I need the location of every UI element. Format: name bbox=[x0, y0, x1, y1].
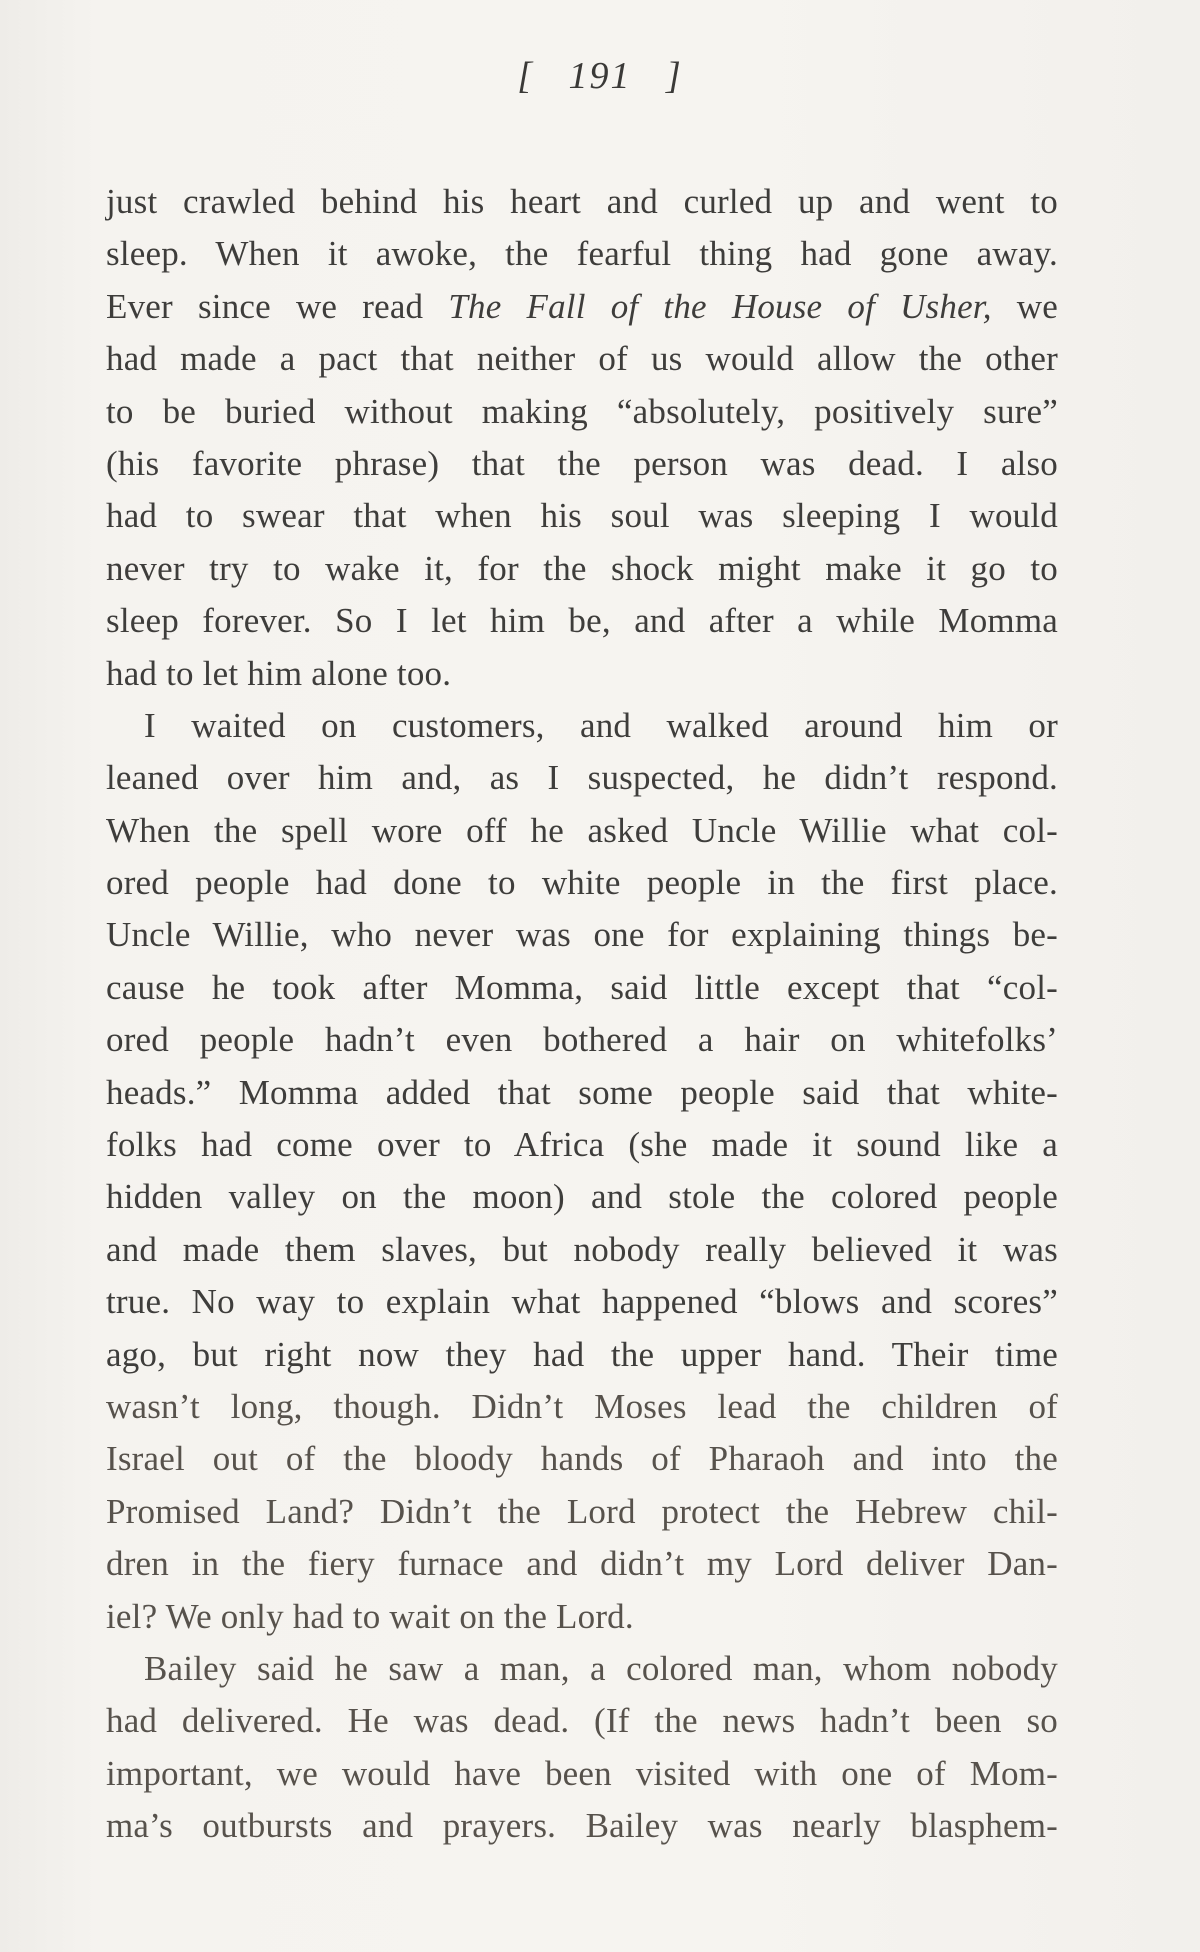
text-line: ago, but right now they had the upper hand. Their time bbox=[106, 1334, 1058, 1374]
text-line: ored people hadn’t even bothered a hair on whitefolks’ bbox=[106, 1020, 1058, 1060]
page-number: [ 191 ] bbox=[517, 55, 683, 97]
text-line: had to swear that when his soul was sleeping I would bbox=[106, 496, 1058, 536]
body-text bbox=[106, 176, 1058, 1853]
text-line: iel? We only had to wait on the Lord. bbox=[106, 1596, 634, 1636]
text-line: wasn’t long, though. Didn’t Moses lead the children of bbox=[106, 1386, 1058, 1426]
text-line: Bailey said he saw a man, a colored man, whom nobody bbox=[144, 1648, 1058, 1688]
text-line: sleep forever. So I let him be, and after a while Momma bbox=[106, 601, 1058, 641]
text-line: folks had come over to Africa (she made it sound like a bbox=[106, 1125, 1058, 1165]
book-title-italic: The Fall of the House of Usher, bbox=[448, 286, 992, 326]
text-line: ored people had done to white people in the first place. bbox=[106, 863, 1058, 903]
text-line: Uncle Willie, who never was one for explaining things be- bbox=[106, 915, 1058, 955]
text-line: had to let him alone too. bbox=[106, 653, 452, 693]
text-line: When the spell wore off he asked Uncle Willie what col- bbox=[106, 810, 1058, 850]
text-line: had made a pact that neither of us would allow the other bbox=[106, 339, 1058, 379]
text-line-with-title bbox=[106, 281, 1058, 333]
text-line: true. No way to explain what happened “blows and scores” bbox=[106, 1282, 1058, 1322]
text-line: sleep. When it awoke, the fearful thing had gone away. bbox=[106, 234, 1058, 274]
text-line: I waited on customers, and walked around him or bbox=[144, 705, 1058, 745]
text-line: Promised Land? Didn’t the Lord protect the Hebrew chil- bbox=[106, 1491, 1058, 1531]
text-line: dren in the fiery furnace and didn’t my Lord deliver Dan- bbox=[106, 1544, 1058, 1584]
text-fragment: Ever since we read bbox=[106, 286, 449, 326]
text-line: Israel out of the bloody hands of Pharaoh and into the bbox=[106, 1439, 1058, 1479]
text-line: cause he took after Momma, said little except that “col- bbox=[106, 967, 1058, 1007]
text-line: (his favorite phrase) that the person was dead. I also bbox=[106, 443, 1058, 483]
text-line: had delivered. He was dead. (If the news hadn’t been so bbox=[106, 1701, 1058, 1741]
text-line: leaned over him and, as I suspected, he didn’t respond. bbox=[106, 758, 1058, 798]
text-line: to be buried without making “absolutely, positively sure” bbox=[106, 391, 1058, 431]
text-line: important, we would have been visited with one of Mom- bbox=[106, 1753, 1058, 1793]
text-fragment: we bbox=[991, 286, 1058, 326]
text-line: just crawled behind his heart and curled up and went to bbox=[106, 182, 1058, 221]
text-line: and made them slaves, but nobody really believed it was bbox=[106, 1229, 1058, 1269]
text-line: ma’s outbursts and prayers. Bailey was nearly blasphem- bbox=[106, 1806, 1058, 1846]
text-line: heads.” Momma added that some people said that white- bbox=[106, 1072, 1058, 1112]
text-line: never try to wake it, for the shock might make it go to bbox=[106, 548, 1058, 588]
text-line: hidden valley on the moon) and stole the colored people bbox=[106, 1177, 1058, 1217]
